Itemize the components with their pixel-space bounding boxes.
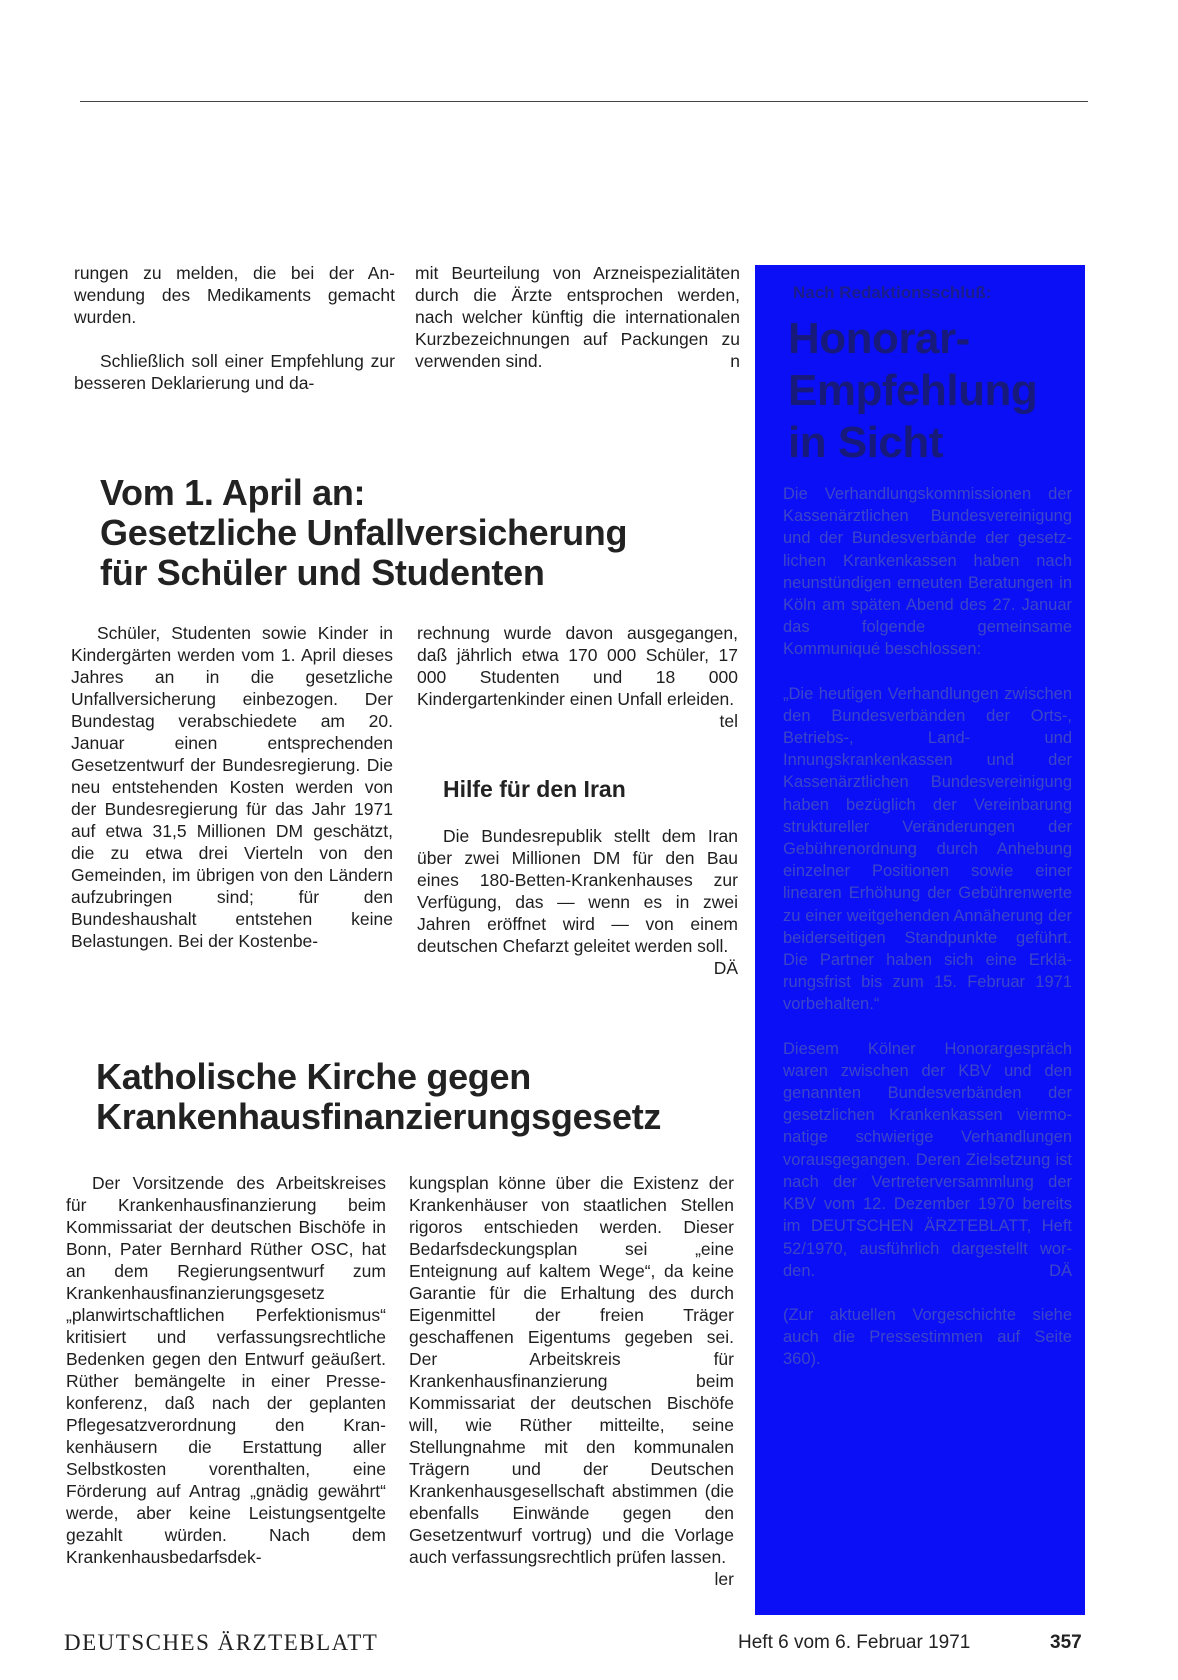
headline-line: Vom 1. April an: xyxy=(100,472,366,513)
author-signature: DÄ xyxy=(713,958,738,978)
sidebar-paragraph: (Zur aktuellen Vorgeschichte siehe auch die Pressestimmen auf Seite 360). xyxy=(783,1305,1072,1369)
issue-info: Heft 6 vom 6. Februar 1971 xyxy=(738,1632,971,1653)
paragraph-text: Die Bundesrepublik stellt dem Iran über zwei Millionen DM für den Bau eines 180-Betten-Krankenhauses zur Verfügung, das — wenn es in zwei Jahren eröffnet wird — von einem deutschen Chefarzt geleitet werden soll. xyxy=(417,826,738,956)
author-signature: n xyxy=(730,351,740,371)
title-line: Honorar- xyxy=(788,314,970,363)
paragraph xyxy=(415,262,740,372)
article-headline-kirche xyxy=(96,1057,736,1137)
author-signature: ler xyxy=(714,1569,734,1589)
page-number: 357 xyxy=(1050,1632,1082,1653)
article-unfall-right-column xyxy=(417,622,738,732)
sidebar-title xyxy=(788,313,1072,469)
top-right-column xyxy=(415,262,740,372)
headline-line: Gesetzliche Unfallversicherung xyxy=(100,512,628,553)
paragraph-text: Diesem Kölner Honorargespräch waren zwischen der KBV und den genannten Bundesverbänden der gesetzlichen Krankenkassen viermonatige schwierige Verhandlungen vorausgegangen. Deren Zielsetzung ist nach der Vertreterversammlung der KBV vom 12. Dezember 1970 bereits im DEUTSCHEN ÄRZTEBLATT, Heft 52/1970, ausführlich dargestellt worden. xyxy=(783,1039,1072,1280)
article-kirche-left-column xyxy=(66,1172,386,1568)
title-line: Empfehlung xyxy=(788,366,1038,415)
headline-line: Krankenhausfinanzierungsgesetz xyxy=(96,1096,662,1137)
top-rule xyxy=(80,101,1088,102)
top-left-column xyxy=(74,262,395,394)
magazine-name: DEUTSCHES ÄRZTEBLATT xyxy=(64,1630,379,1655)
sidebar-paragraph: Die Verhandlungskommissionen der Kassenärztlichen Bundesvereinigung und der Bundesverbände der gesetzlichen Krankenkassen haben nach neunstündigen erneuten Beratungen in Köln am späten Abend des 27. Januar das folgende gemeinsame Kommuniqué beschlossen: xyxy=(783,485,1072,659)
title-line: in Sicht xyxy=(788,418,943,467)
article-kirche-right-column xyxy=(409,1172,734,1590)
paragraph xyxy=(417,825,738,978)
article-headline-iran: Hilfe für den Iran xyxy=(443,776,626,802)
headline-line: für Schüler und Studenten xyxy=(100,552,545,593)
paragraph-text: kungsplan könne über die Existenz der Krankenhäuser von staatlichen Stellen rigoros entschieden werden. Dieser Bedarfsdeckungsplan sei „eine Enteignung auf kaltem Wege“, da keine Garantie für die Erhaltung des durch Eigenmittel der freien Träger geschaffenen Eigentums gegeben sei. Der Arbeitskreis für Krankenhausfinanzierung beim Kommissariat der deutschen Bischöfe will, wie Rüther mitteilte, seine Stellungnahme mit den kommunalen Trägern und der Deutschen Krankenhausgesellschaft abstimmen (die ebenfalls Einwände gegen den Gesetzentwurf vortrug) und die Vorlage auch verfassungsrechtlich prüfen lassen. xyxy=(409,1173,734,1567)
sidebar-paragraph: „Die heutigen Verhandlungen zwischen den Bundesverbänden der Orts-, Betriebs-, Land- und Innungskrankenkassen und der Kassenärztlichen Bundesvereinigung haben bezüglich der Vereinbarung struktureller Veränderungen der Gebührenordnung durch Anhebung einzelner Positionen sowie einer linearen Erhöhung der Gebührenwerte zu einer weitgehenden Annäherung der beiderseitigen Standpunkte geführt. Die Partner haben sich eine Erklärungsfrist bis zum 15. Februar 1971 vorbehalten.“ xyxy=(783,684,1072,1014)
article-headline-unfall xyxy=(100,473,660,593)
paragraph: Der Vorsitzende des Arbeitskreises für Krankenhausfinanzierung beim Kommissariat der deutschen Bischöfe in Bonn, Pater Bernhard Rüther OSC, hat an dem Regierungsentwurf zum Krankenhausfinanzierungsgesetz „planwirtschaftlichen Perfektionismus“ kritisiert und verfassungsrechtliche Bedenken gegen den Entwurf geäußert. Rüther bemängelte in einer Pressekonferenz, daß nach der geplanten Pflegesatzverordnung den Krankenhäusern die Erstattung aller Selbstkosten vorenthalten, eine Förderung auf Antrag „gnädig gewährt“ werde, aber keine Leistungsentgelte gezahlt würden. Nach dem Krankenhausbedarfsdek- xyxy=(66,1173,386,1567)
paragraph: rungen zu melden, die bei der Anwendung des Medikaments gemacht wurden. xyxy=(74,263,395,327)
author-signature: DÄ xyxy=(1049,1261,1072,1280)
paragraph-text: mit Beurteilung von Arzneispezialitäten durch die Ärzte entsprochen werden, nach welcher künftig die internationalen Kurzbezeichnungen auf Packungen zu verwenden sind. xyxy=(415,263,740,371)
paragraph xyxy=(409,1172,734,1589)
author-signature: tel xyxy=(719,711,738,731)
headline-line: Katholische Kirche gegen xyxy=(96,1056,531,1097)
late-news-sidebar xyxy=(755,265,1085,1615)
sidebar-paragraph xyxy=(783,1038,1072,1282)
sidebar-kicker: Nach Redaktionsschluß: xyxy=(793,283,992,302)
paragraph-text: rechnung wurde davon ausgegangen, daß jährlich etwa 170 000 Schüler, 17 000 Studenten und 18 000 Kindergartenkinder einen Unfall erleiden. xyxy=(417,623,738,709)
article-iran-body xyxy=(417,825,738,979)
article-unfall-left-column xyxy=(71,622,393,952)
paragraph: Schließlich soll einer Empfehlung zur besseren Deklarierung und da- xyxy=(74,351,395,393)
paragraph: Schüler, Studenten sowie Kinder in Kindergärten werden vom 1. April dieses Jahres an in die gesetzliche Unfallversicherung einbezogen. Der Bundestag verabschiedete am 20. Januar einen entsprechenden Gesetzentwurf der Bundesregierung. Die neu entstehenden Kosten werden von der Bundesregierung für das Jahr 1971 auf etwa 31,5 Millionen DM geschätzt, die zu etwa drei Vierteln von den Gemeinden, im übrigen von den Ländern aufzubringen sind; für den Bundeshaushalt entstehen keine Belastungen. Bei der Kostenbe- xyxy=(71,623,393,951)
paragraph xyxy=(417,622,738,731)
